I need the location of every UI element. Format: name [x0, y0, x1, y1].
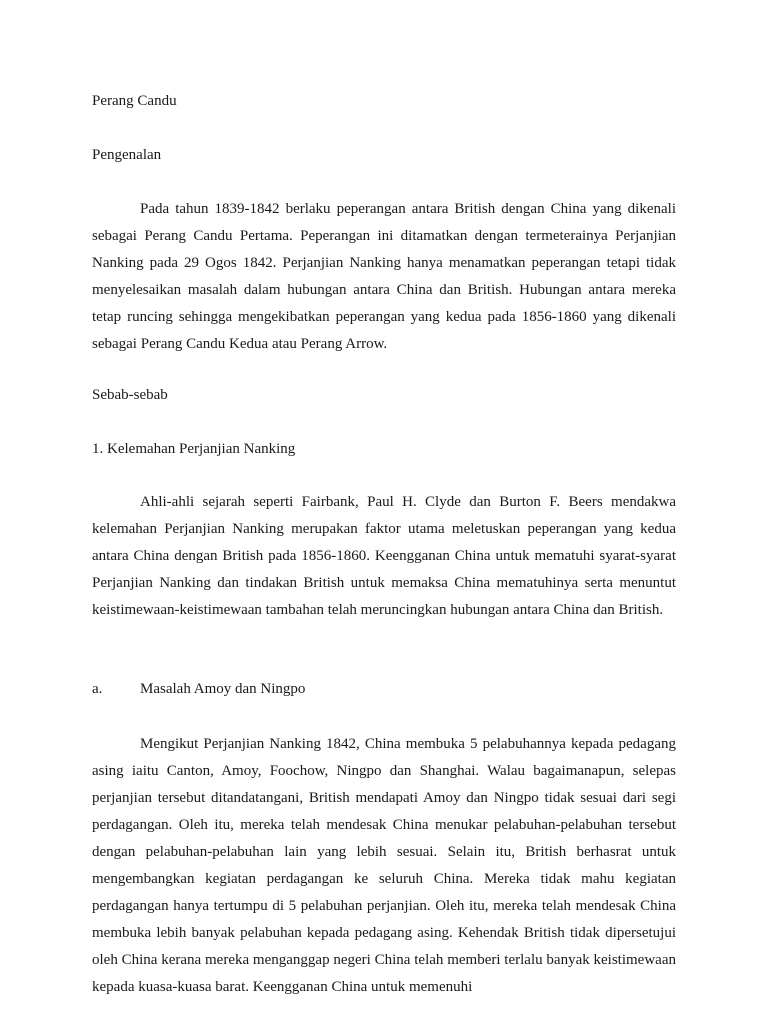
cause-1-heading: 1. Kelemahan Perjanjian Nanking [92, 441, 296, 457]
document-title: Perang Candu [92, 93, 177, 109]
sub-a-heading: Masalah Amoy dan Ningpo [140, 681, 306, 697]
section-heading-intro: Pengenalan [92, 147, 162, 163]
sub-a-paragraph: Mengikut Perjanjian Nanking 1842, China membuka 5 pelabuhannya kepada pedagang asing iaitu Canton, Amoy, Foochow, Ningpo dan Shanghai. Walau bagaimanapun, selepas perjanjian tersebut ditandatangani, British mendapati Amoy dan Ningpo tidak sesuai dari segi perdagangan. Oleh itu, mereka telah mendesak China menukar pelabuhan-pelabuhan tersebut dengan pelabuhan-pelabuhan lain yang lebih sesuai. Selain itu, British berhasrat untuk mengembangkan kegiatan perdagangan ke seluruh China. Mereka tidak mahu kegiatan perdagangan hanya tertumpu di 5 pelabuhan perjanjian. Oleh itu, mereka telah mendesak China membuka lebih banyak pelabuhan kepada pedagang asing. Kehendak British tidak dipersetujui oleh China kerana mereka menganggap negeri China telah memberi terlalu banyak keistimewaan kepada kuasa-kuasa barat. Keengganan China untuk memenuhi [92, 736, 676, 995]
intro-paragraph: Pada tahun 1839-1842 berlaku peperangan antara British dengan China yang dikenali sebagai Perang Candu Pertama. Peperangan ini ditamatkan dengan termeterainya Perjanjian Nanking pada 29 Ogos 1842. Perjanjian Nanking hanya menamatkan peperangan tetapi tidak menyelesaikan masalah dalam hubungan antara China dan British. Hubungan antara mereka tetap runcing sehingga mengekibatkan peperangan yang kedua pada 1856-1860 yang dikenali sebagai Perang Candu Kedua atau Perang Arrow. [92, 201, 676, 352]
cause-1-paragraph: Ahli-ahli sejarah seperti Fairbank, Paul H. Clyde dan Burton F. Beers mendakwa kelemahan Perjanjian Nanking merupakan faktor utama meletuskan peperangan yang kedua antara China dengan British pada 1856-1860. Keengganan China untuk mematuhi syarat-syarat Perjanjian Nanking dan tindakan British untuk memaksa China mematuhinya serta menuntut keistimewaan-keistimewaan tambahan telah meruncingkan hubungan antara China dan British. [92, 494, 676, 618]
section-heading-causes: Sebab-sebab [92, 387, 168, 403]
sub-a-label: a. [92, 681, 103, 697]
